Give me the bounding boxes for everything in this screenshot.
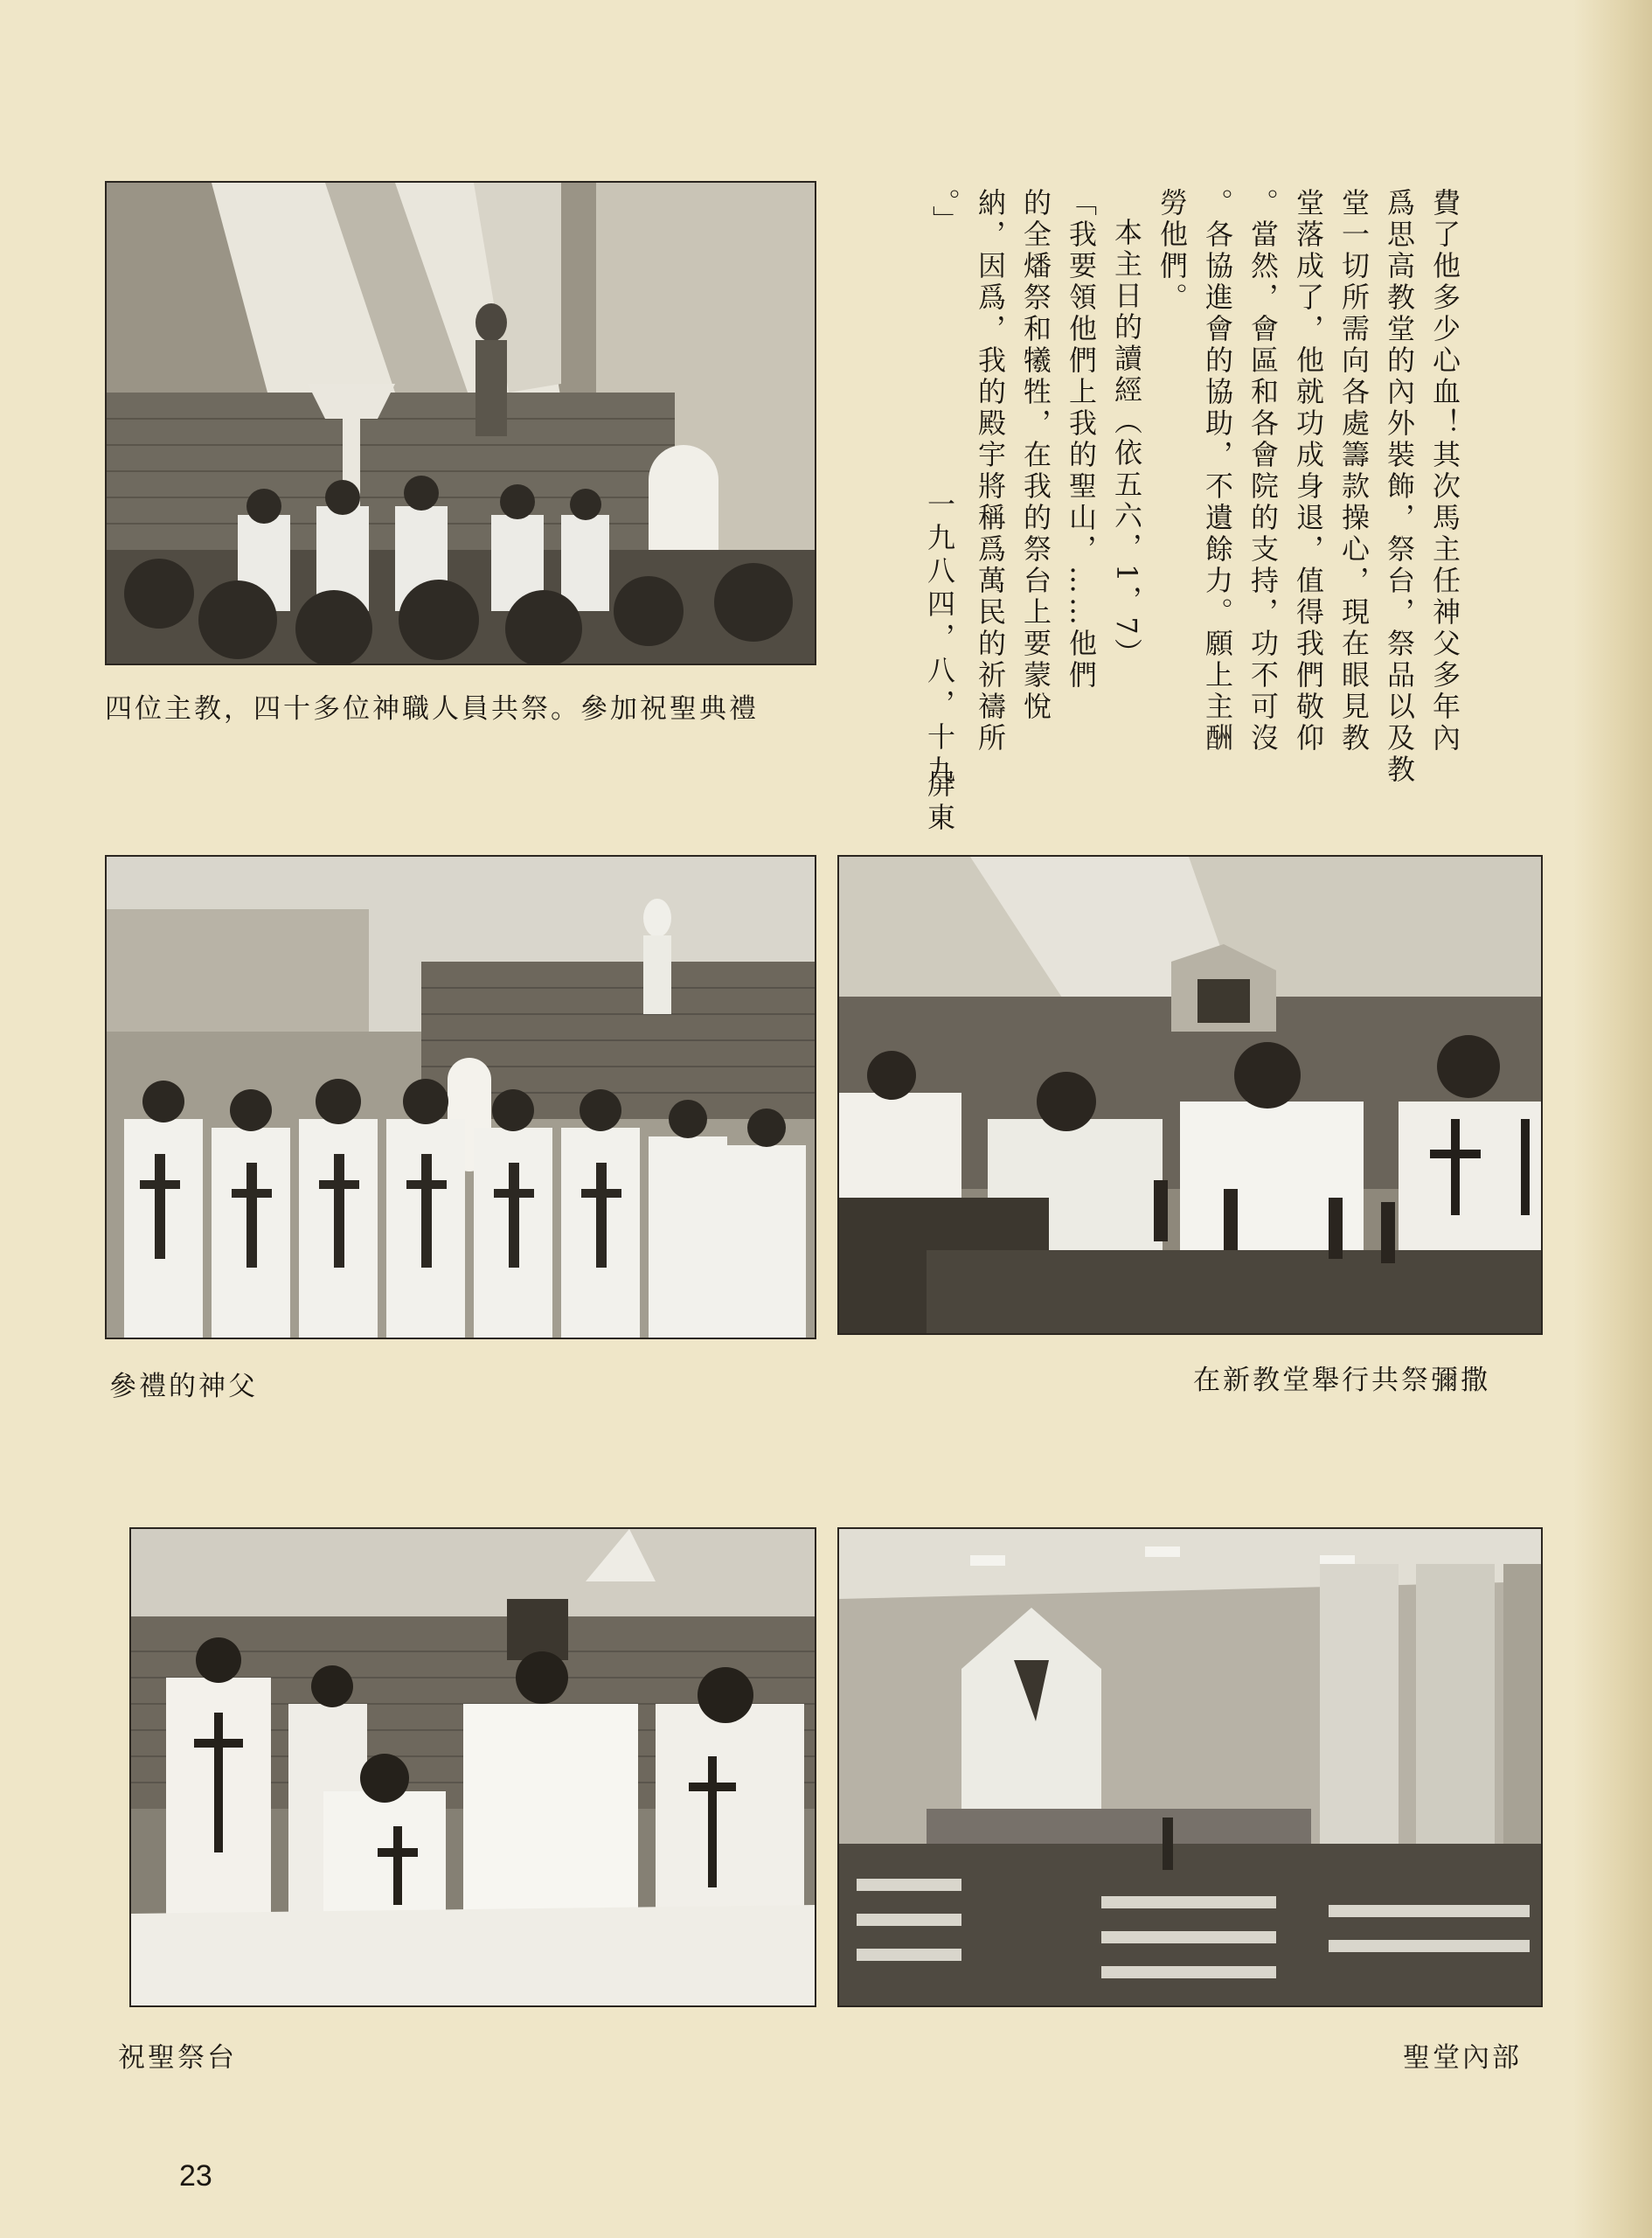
- photo-priests: [105, 855, 816, 1339]
- article-text: [922, 188, 1468, 800]
- article-line: 本主日的讀經（依五六，1，7）: [1110, 218, 1143, 670]
- article-line: 爲思高教堂的內外裝飾，祭台，祭品以及教: [1383, 188, 1416, 786]
- article-line: 費了他多少心血！其次馬主任神父多年內: [1428, 188, 1461, 754]
- photo-altar: [129, 1527, 816, 2007]
- article-line: 「我要領他們上我的聖山，……他們: [1065, 188, 1098, 692]
- page-edge: [1573, 0, 1652, 2238]
- photo-interior: [837, 1527, 1543, 2007]
- caption-interior: 聖堂內部: [1403, 2042, 1522, 2074]
- article-line: 。」: [928, 188, 961, 237]
- caption-altar: 祝聖祭台: [118, 2042, 237, 2074]
- article-line: 堂一切所需向各處籌款操心，現在眼見教: [1337, 188, 1371, 754]
- page-number: 23: [179, 2159, 212, 2193]
- article-line: 。各協進會的協助，不遺餘力。願上主酬: [1201, 188, 1234, 754]
- article-line: 的全燔祭和犧牲，在我的祭台上要蒙悅: [1019, 188, 1052, 723]
- article-place: 屏東: [923, 769, 956, 836]
- caption-mass: 在新教堂舉行共祭彌撒: [1193, 1365, 1490, 1396]
- caption-priests: 參禮的神父: [109, 1371, 258, 1402]
- article-line: 。當然，會區和各會院的支持，功不可沒: [1246, 188, 1280, 754]
- article-date: 一九八四，八，十九: [923, 490, 956, 789]
- article-line: 納，因爲，我的殿宇將稱爲萬民的祈禱所: [974, 188, 1007, 754]
- caption-concelebration: 四位主教，四十多位神職人員共祭。參加祝聖典禮: [105, 693, 759, 725]
- photo-concelebration: [105, 181, 816, 665]
- article-line: 堂落成了，他就功成身退，值得我們敬仰: [1292, 188, 1325, 754]
- photo-mass: [837, 855, 1543, 1335]
- article-line: 勞他們。: [1156, 188, 1189, 314]
